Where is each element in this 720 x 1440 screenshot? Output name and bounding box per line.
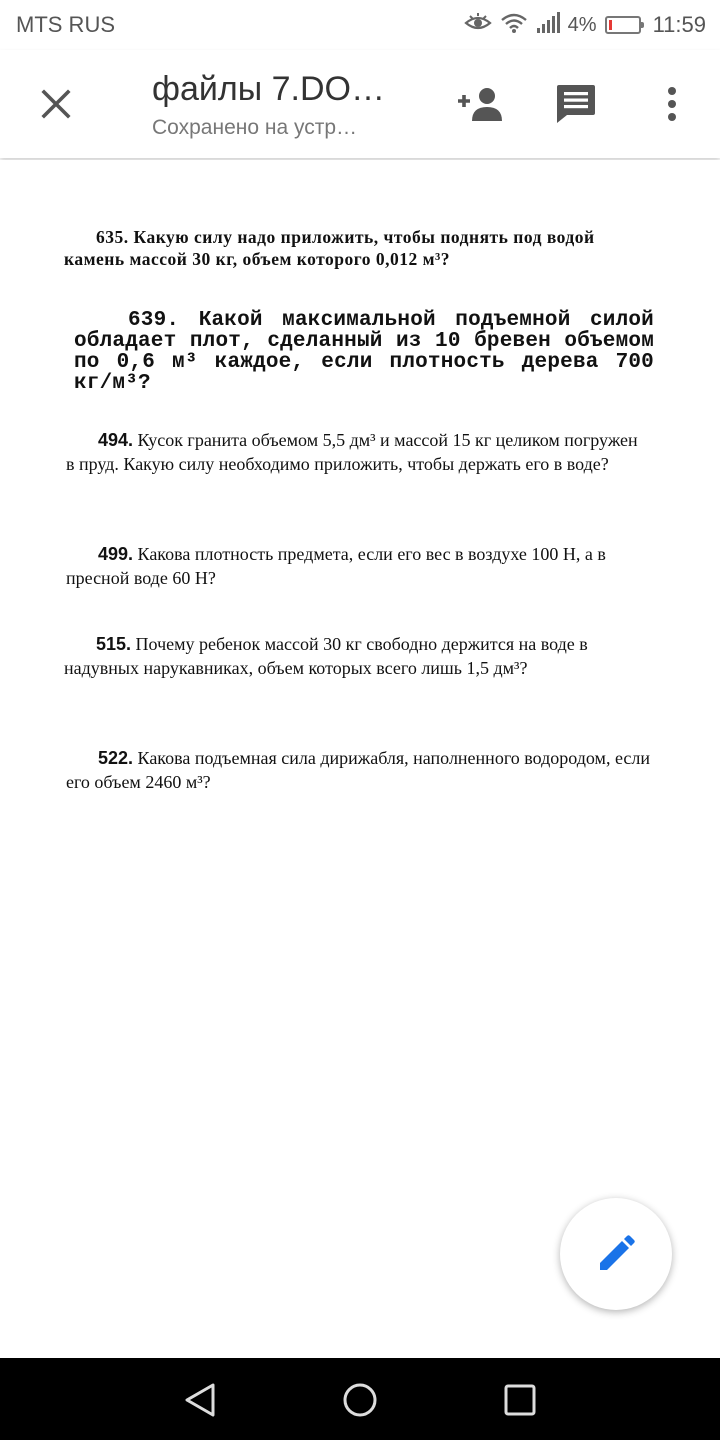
problem-499 (66, 542, 650, 590)
problem-text: Какова подъемная сила дирижабля, наполненного водородом, если его объем 2460 м³? (66, 748, 650, 792)
app-bar (0, 50, 720, 158)
problem-number: 635. (96, 227, 129, 247)
problem-text: Почему ребенок массой 30 кг свободно держится на воде в надувных нарукавниках, объем которых всего лишь 1,5 дм³? (64, 634, 588, 678)
home-button[interactable] (334, 1374, 386, 1426)
problem-text: Кусок гранита объемом 5,5 дм³ и массой 15 кг целиком погружен в пруд. Какую силу необходимо приложить, чтобы держать его в воде? (66, 430, 638, 474)
more-vert-icon (667, 86, 677, 122)
eye-icon (464, 13, 492, 38)
problem-639 (74, 310, 654, 394)
edit-button[interactable] (560, 1198, 672, 1310)
problem-515 (64, 632, 660, 680)
document-subtitle: Сохранено на устр… (152, 116, 358, 139)
battery-percent: 4% (567, 13, 597, 36)
back-icon (183, 1382, 217, 1418)
edit-pencil-icon (596, 1234, 636, 1274)
battery-icon (605, 16, 641, 34)
comment-button[interactable] (548, 76, 604, 132)
carrier-name: MTS RUS (16, 12, 115, 37)
back-button[interactable] (174, 1374, 226, 1426)
problem-number: 499. (98, 544, 134, 564)
title-block (152, 68, 412, 140)
document-page[interactable] (0, 160, 720, 1358)
close-icon (41, 89, 71, 119)
document-title: файлы 7.DO… (152, 70, 385, 108)
add-person-icon (456, 87, 504, 121)
recent-apps-icon (504, 1384, 536, 1416)
close-button[interactable] (28, 78, 84, 130)
problem-number: 494. (98, 430, 134, 450)
comment-icon (555, 83, 597, 125)
wifi-icon (500, 12, 528, 39)
problem-number: 522. (98, 748, 134, 768)
problem-text: Какова плотность предмета, если его вес в воздухе 100 Н, а в пресной воде 60 Н? (66, 544, 606, 588)
recent-apps-button[interactable] (494, 1374, 546, 1426)
home-icon (342, 1382, 378, 1418)
problem-522 (66, 746, 662, 794)
problem-494 (66, 428, 650, 476)
more-options-button[interactable] (644, 76, 700, 132)
problem-635 (64, 226, 648, 270)
problem-text: Какой максимальной подъемной силой обладает плот, сделанный из 10 бревен объемом по 0,6 м³ каждое, если плотность дерева 700 кг/м³? (74, 309, 654, 395)
signal-icon (536, 12, 560, 39)
add-person-button[interactable] (452, 76, 508, 132)
status-bar (0, 0, 720, 50)
clock: 11:59 (652, 12, 706, 37)
status-icons (464, 8, 706, 42)
problem-number: 639. (128, 309, 180, 332)
problem-text: Какую силу надо приложить, чтобы поднять под водой камень массой 30 кг, объем которого 0,012 м³? (64, 227, 595, 269)
problem-number: 515. (96, 634, 132, 654)
navigation-bar (0, 1358, 720, 1440)
